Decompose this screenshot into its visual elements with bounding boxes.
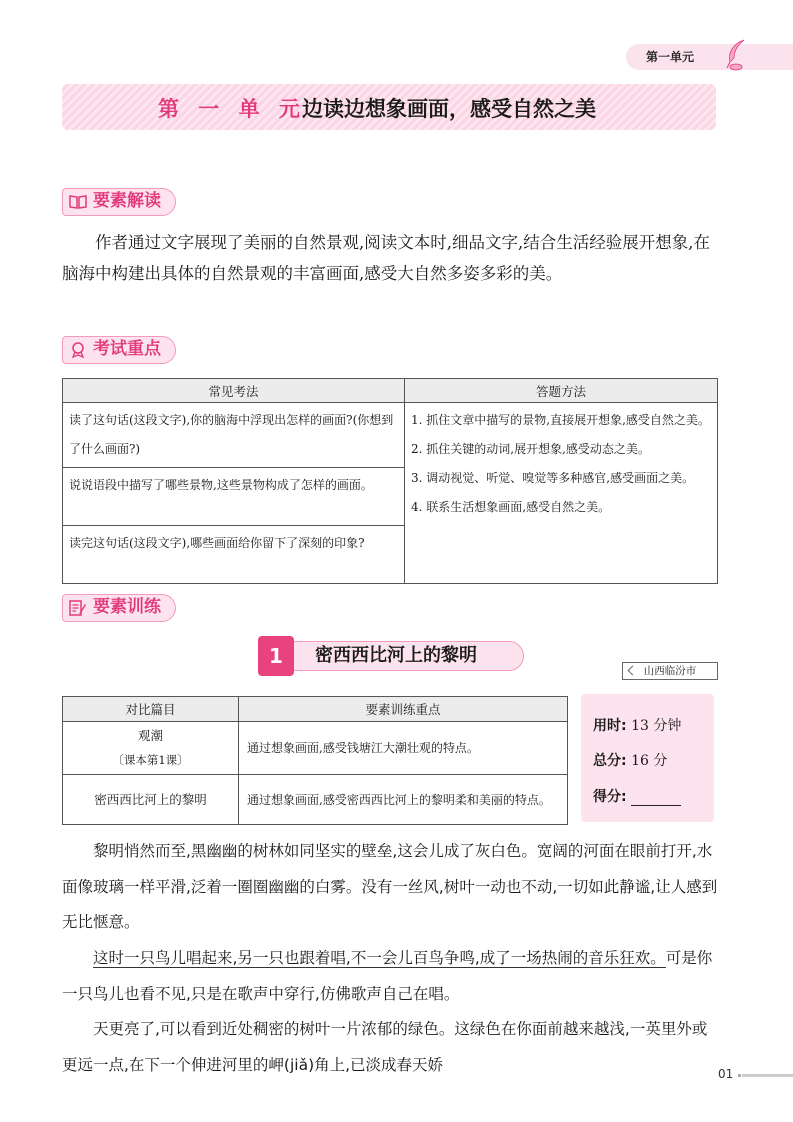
story-text: 可是你一只鸟儿也看不见,只是在歌声中穿行,仿佛歌声自己在唱。 [62,949,713,1003]
compare-note: 〔课本第1课〕 [112,753,189,767]
compare-focus: 通过想象画面,感受密西西比河上的黎明柔和美丽的特点。 [239,775,568,825]
score-blank-line[interactable] [631,792,681,806]
underlined-sentence: 这时一只鸟儿唱起来,另一只也跟着唱,不一会儿百鸟争鸣,成了一场热闹的音乐狂欢。 [93,949,666,967]
answer-method: 1. 抓住文章中描写的景物,直接展开想象,感受自然之美。 [411,413,710,427]
time-row: 用时: 13 分钟 [593,718,682,734]
answer-method: 2. 抓住关键的动词,展开想象,感受动态之美。 [411,442,650,456]
compare-title: 密西西比河上的黎明 [63,775,239,825]
section-heading-label: 要素解读 [93,191,161,211]
compare-focus: 通过想象画面,感受钱塘江大潮壮观的特点。 [239,722,568,775]
interpretation-paragraph: 作者通过文字展现了美丽的自然景观,阅读文本时,细品文字,结合生活经验展开想象,在脑海中构建出具体的自然景观的丰富画面,感受大自然多姿多彩的美。 [62,233,710,283]
table-header: 常见考法 [63,379,405,403]
total-row: 总分: 16 分 [593,753,668,769]
table-cell: 说说语段中描写了哪些景物,这些景物构成了怎样的画面。 [63,468,405,526]
answer-method: 3. 调动视觉、听觉、嗅觉等多种感官,感受画面之美。 [411,471,695,485]
lesson-number: 1 [258,636,294,676]
lesson-badge [258,636,524,676]
story-paragraph-2 [62,941,718,1012]
page-bar [742,1074,793,1077]
page-dot [738,1074,741,1077]
section-heading-interpretation [62,188,176,216]
unit-tab-label: 第一单元 [646,50,695,64]
lesson-title: 密西西比河上的黎明 [288,641,524,671]
table-header: 对比篇目 [63,697,239,722]
unit-title-banner [62,84,716,130]
page-number: 01 [718,1067,734,1081]
region-tag: 山西临汾市 [622,662,718,680]
section-heading-label: 要素训练 [93,597,161,617]
story-paragraph-1: 黎明悄然而至,黑幽幽的树林如同坚实的壁垒,这会儿成了灰白色。宽阔的河面在眼前打开,水面像玻璃一样平滑,泛着一圈圈幽幽的白雾。没有一丝风,树叶一动也不动,一切如此静谧,让人感到无比惬意。 [62,842,718,931]
section-heading-training [62,594,176,622]
unit-theme: 边读边想象画面，感受自然之美 [302,97,596,121]
table-cell: 读了这句话(这段文字),你的脑海中浮现出怎样的画面?(你想到了什么画面?) [63,403,405,468]
section-heading-label: 考试重点 [93,339,161,359]
score-card [581,694,714,822]
score-row: 得分: [593,786,681,806]
exam-focus-table [62,378,718,584]
table-header: 要素训练重点 [239,697,568,722]
feather-quill-icon [722,38,750,72]
answer-method: 4. 联系生活想象画面,感受自然之美。 [411,500,611,514]
table-header: 答题方法 [405,379,718,403]
unit-title: 第 一 单 元 [158,97,306,121]
section-heading-exam-focus [62,336,176,364]
award-ribbon-icon [69,342,87,358]
answer-methods-cell [405,403,718,584]
story-paragraph-3: 天更亮了,可以看到近处稠密的树叶一片浓郁的绿色。这绿色在你面前越来越浅,一英里外或更远一点,在下一个伸进河里的岬(jiǎ)角上,已淡成春天娇 [62,1020,708,1074]
notebook-pencil-icon [69,600,87,616]
open-book-icon [69,194,87,210]
comparison-table [62,696,568,825]
table-cell: 读完这句话(这段文字),哪些画面给你留下了深刻的印象? [63,526,405,584]
unit-tab [626,44,793,70]
compare-title-cell [63,722,239,775]
compare-title: 观潮 [137,728,163,743]
